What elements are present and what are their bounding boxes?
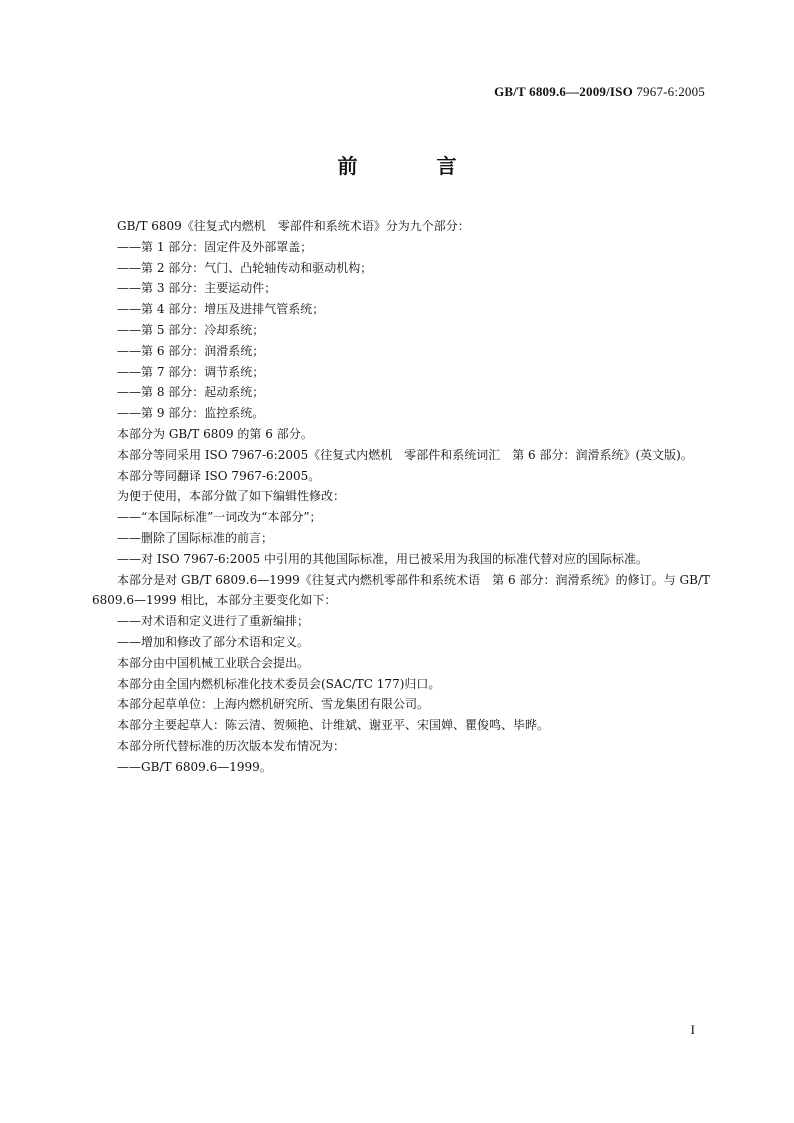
list-item: ——第 2 部分：气门、凸轮轴传动和驱动机构；	[117, 260, 373, 275]
foreword-body	[92, 216, 710, 778]
paragraph: GB/T 6809《往复式内燃机 零部件和系统术语》分为九个部分：	[117, 219, 470, 233]
list-item: ——“本国际标准”一词改为“本部分”；	[117, 510, 322, 525]
list-item: ——第 9 部分：监控系统。	[117, 406, 265, 421]
list-item: ——对术语和定义进行了重新编排；	[117, 614, 310, 629]
paragraph: 本部分是对 GB/T 6809.6—1999《往复式内燃机零部件和系统术语 第 6 部分：润滑系统》的修订。与 GB/T 6809.6—1999 相比，本部分主要变化如下：	[92, 572, 710, 608]
standard-code-gb: GB/T 6809.6—2009/ISO	[494, 84, 633, 99]
paragraph: 本部分等同翻译 ISO 7967-6:2005。	[117, 468, 321, 483]
paragraph: 本部分为 GB/T 6809 的第 6 部分。	[117, 426, 313, 441]
list-item: ——第 8 部分：起动系统；	[117, 385, 265, 400]
standard-code-iso: 7967-6:2005	[632, 84, 705, 99]
page-title: 前 言	[337, 154, 493, 178]
list-item: ——增加和修改了部分术语和定义。	[117, 634, 310, 649]
list-item: ——第 5 部分：冷却系统；	[117, 322, 265, 337]
page-number: I	[690, 1022, 695, 1037]
paragraph: 本部分起草单位：上海内燃机研究所、雪龙集团有限公司。	[117, 697, 430, 712]
paragraph: 本部分所代替标准的历次版本发布情况为：	[117, 738, 346, 753]
list-item: ——第 1 部分：固定件及外部罩盖；	[117, 239, 313, 254]
list-item: ——第 4 部分：增压及进排气管系统；	[117, 302, 325, 317]
standard-code-header	[494, 84, 705, 100]
list-item: ——对 ISO 7967-6:2005 中引用的其他国际标准，用已被采用为我国的标准代替对应的国际标准。	[117, 551, 649, 566]
paragraph: 为便于使用，本部分做了如下编辑性修改：	[117, 489, 346, 504]
list-item: ——第 7 部分：调节系统；	[117, 364, 265, 379]
paragraph: 本部分由全国内燃机标准化技术委员会(SAC/TC 177)归口。	[117, 676, 441, 691]
paragraph: 本部分等同采用 ISO 7967-6:2005《往复式内燃机 零部件和系统词汇 第 6 部分：润滑系统》(英文版)。	[117, 447, 693, 462]
paragraph: 本部分主要起草人：陈云清、贺频艳、计维斌、谢亚平、宋国婵、瞿俊鸣、毕晔。	[117, 718, 550, 733]
list-item: ——删除了国际标准的前言；	[117, 530, 274, 545]
list-item: ——GB/T 6809.6—1999。	[117, 759, 272, 774]
list-item: ——第 6 部分：润滑系统；	[117, 343, 265, 358]
list-item: ——第 3 部分：主要运动件；	[117, 281, 277, 296]
paragraph: 本部分由中国机械工业联合会提出。	[117, 655, 310, 670]
